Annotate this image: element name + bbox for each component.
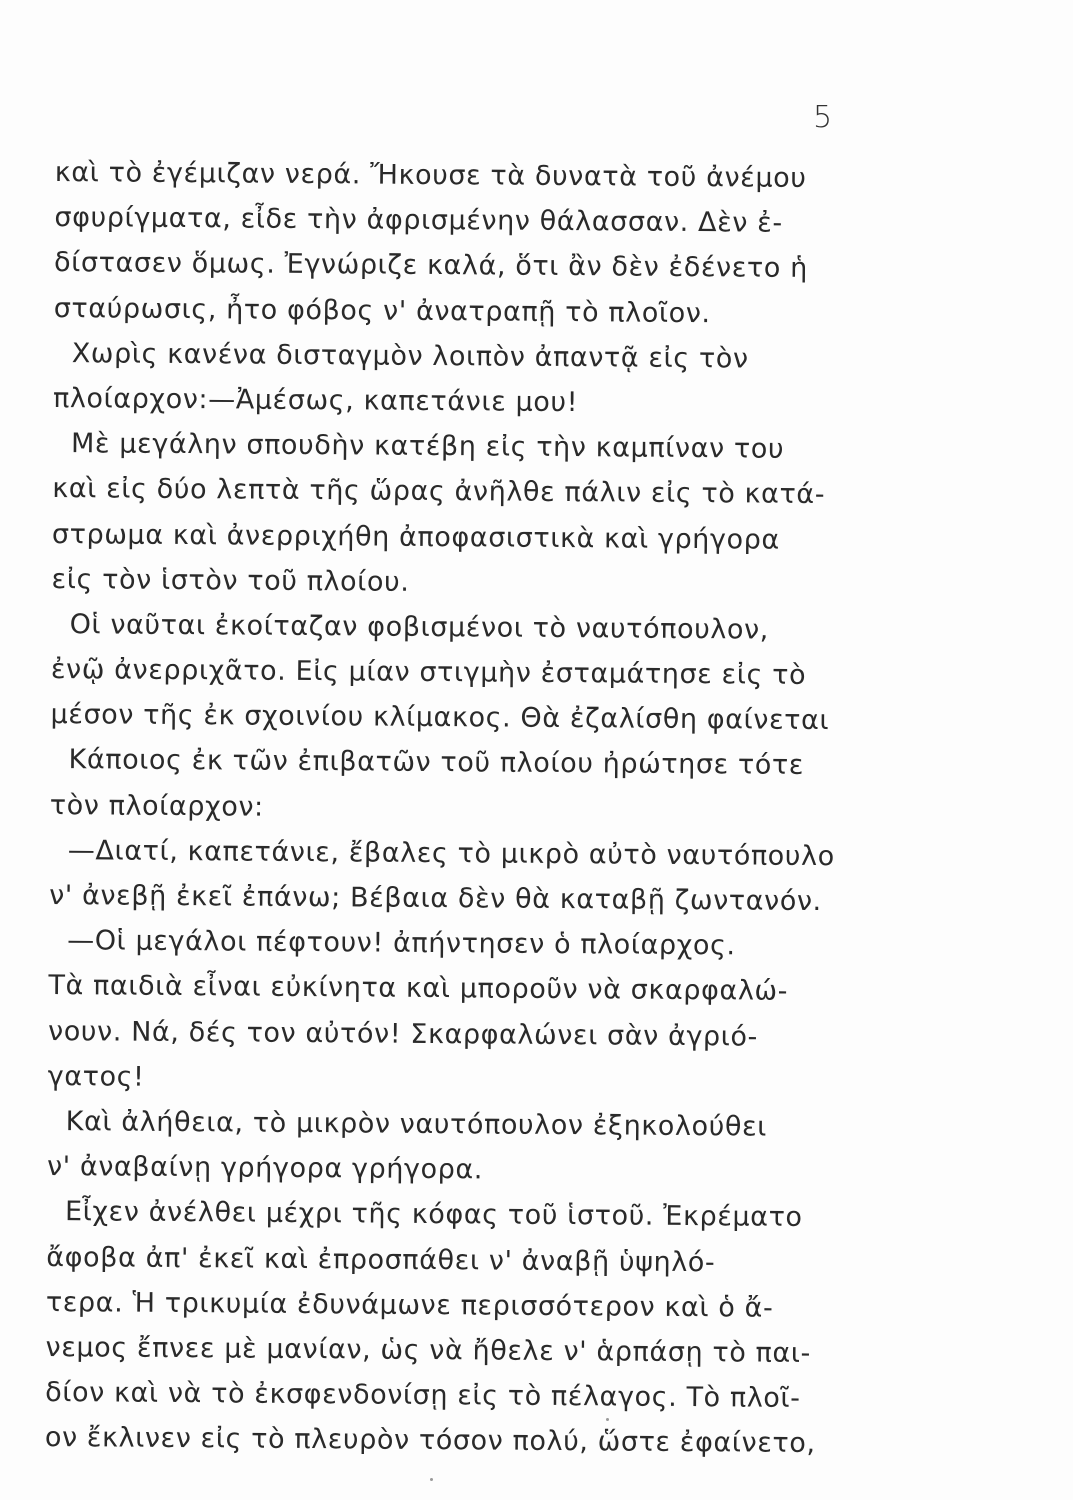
text-line: Χωρὶς κανένα δισταγμὸν λοιπὸν ἀπαντᾷ εἰς τὸν [53, 337, 749, 375]
text-line: καὶ τὸ ἐγέμιζαν νερά. Ἤκουσε τὰ δυνατὰ τοῦ ἀνέμου [54, 156, 807, 194]
text-line: ἐνῷ ἀνερριχᾶτο. Εἰς μίαν στιγμὴν ἐσταμάτησε εἰς τὸ [50, 654, 807, 691]
scan-speck [430, 1478, 433, 1481]
text-line: νεμος ἔπνεε μὲ μανίαν, ὡς νὰ ἤθελε ν' ἁρπάσῃ τὸ παι- [45, 1331, 812, 1369]
text-line: Εἶχεν ἀνέλθει μέχρι τῆς κόφας τοῦ ἱστοῦ. Ἐκρέματο [46, 1196, 803, 1234]
text-line: —Διατί, καπετάνιε, ἔβαλες τὸ μικρὸ αὐτὸ ναυτόπουλο [49, 834, 835, 872]
text-line: ν' ἀναβαίνῃ γρήγορα γρήγορα. [46, 1151, 484, 1186]
text-line: —Οἱ μεγάλοι πέφτουν! ἀπήντησεν ὁ πλοίαρχος. [48, 925, 736, 962]
text-line: Καὶ ἀλήθεια, τὸ μικρὸν ναυτόπουλον ἐξηκολούθει [47, 1105, 768, 1143]
text-line: Τὰ παιδιὰ εἶναι εὐκίνητα καὶ μποροῦν νὰ σκαρφαλώ- [48, 970, 789, 1008]
text-line: εἰς τὸν ἱστὸν τοῦ πλοίου. [51, 563, 410, 598]
text-line: ον ἔκλινεν εἰς τὸ πλευρὸν τόσον πολύ, ὥστε ἐφαίνετο, [44, 1422, 816, 1460]
text-line: πλοίαρχον:—Ἀμέσως, καπετάνιε μου! [52, 382, 579, 419]
text-line: σφυρίγματα, εἶδε τὴν ἀφρισμένην θάλασσαν. Δὲν ἐ- [54, 202, 783, 239]
text-line: δίστασεν ὅμως. Ἐγνώριζε καλά, ὅτι ἂν δὲν ἐδένετο ἡ [53, 247, 808, 285]
text-line: τερα. Ἡ τρικυμία ἐδυνάμωνε περισσότερον καὶ ὁ ἄ- [45, 1286, 774, 1324]
text-line: τὸν πλοίαρχον: [49, 789, 264, 823]
page-number: 5 [813, 100, 833, 135]
text-line: μέσον τῆς ἐκ σχοινίου κλίμακος. Θὰ ἐζαλίσθη φαίνεται [50, 699, 830, 737]
scan-speck [606, 1418, 609, 1421]
text-line: Οἱ ναῦται ἐκοίταζαν φοβισμένοι τὸ ναυτόπουλον, [51, 608, 770, 646]
text-line: Μὲ μεγάλην σπουδὴν κατέβη εἰς τὴν καμπίναν του [52, 428, 785, 465]
body-text [45, 150, 855, 1467]
text-line: ν' ἀνεβῇ ἐκεῖ ἐπάνω; Βέβαια δὲν θὰ καταβῇ ζωντανόν. [49, 879, 822, 918]
text-line: γατος! [47, 1060, 145, 1093]
text-line: καὶ εἰς δύο λεπτὰ τῆς ὥρας ἀνῆλθε πάλιν εἰς τὸ κατά- [52, 473, 826, 511]
text-line: στρωμα καὶ ἀνερριχήθη ἀποφασιστικὰ καὶ γρήγορα [51, 518, 780, 556]
text-line: σταύρωσις, ἦτο φόβος ν' ἀνατραπῇ τὸ πλοῖον. [53, 292, 711, 329]
text-line: δίον καὶ νὰ τὸ ἐκσφενδονίσῃ εἰς τὸ πέλαγος. Τὸ πλοῖ- [45, 1377, 801, 1414]
text-line: ἄφοβα ἀπ' ἐκεῖ καὶ ἐπροσπάθει ν' ἀναβῇ ὑψηλό- [46, 1241, 716, 1278]
text-line: νουν. Νά, δές τον αὐτόν! Σκαρφαλώνει σὰν ἀγριό- [47, 1015, 759, 1053]
text-line: Κάποιος ἐκ τῶν ἐπιβατῶν τοῦ πλοίου ἠρώτησε τότε [50, 744, 805, 782]
